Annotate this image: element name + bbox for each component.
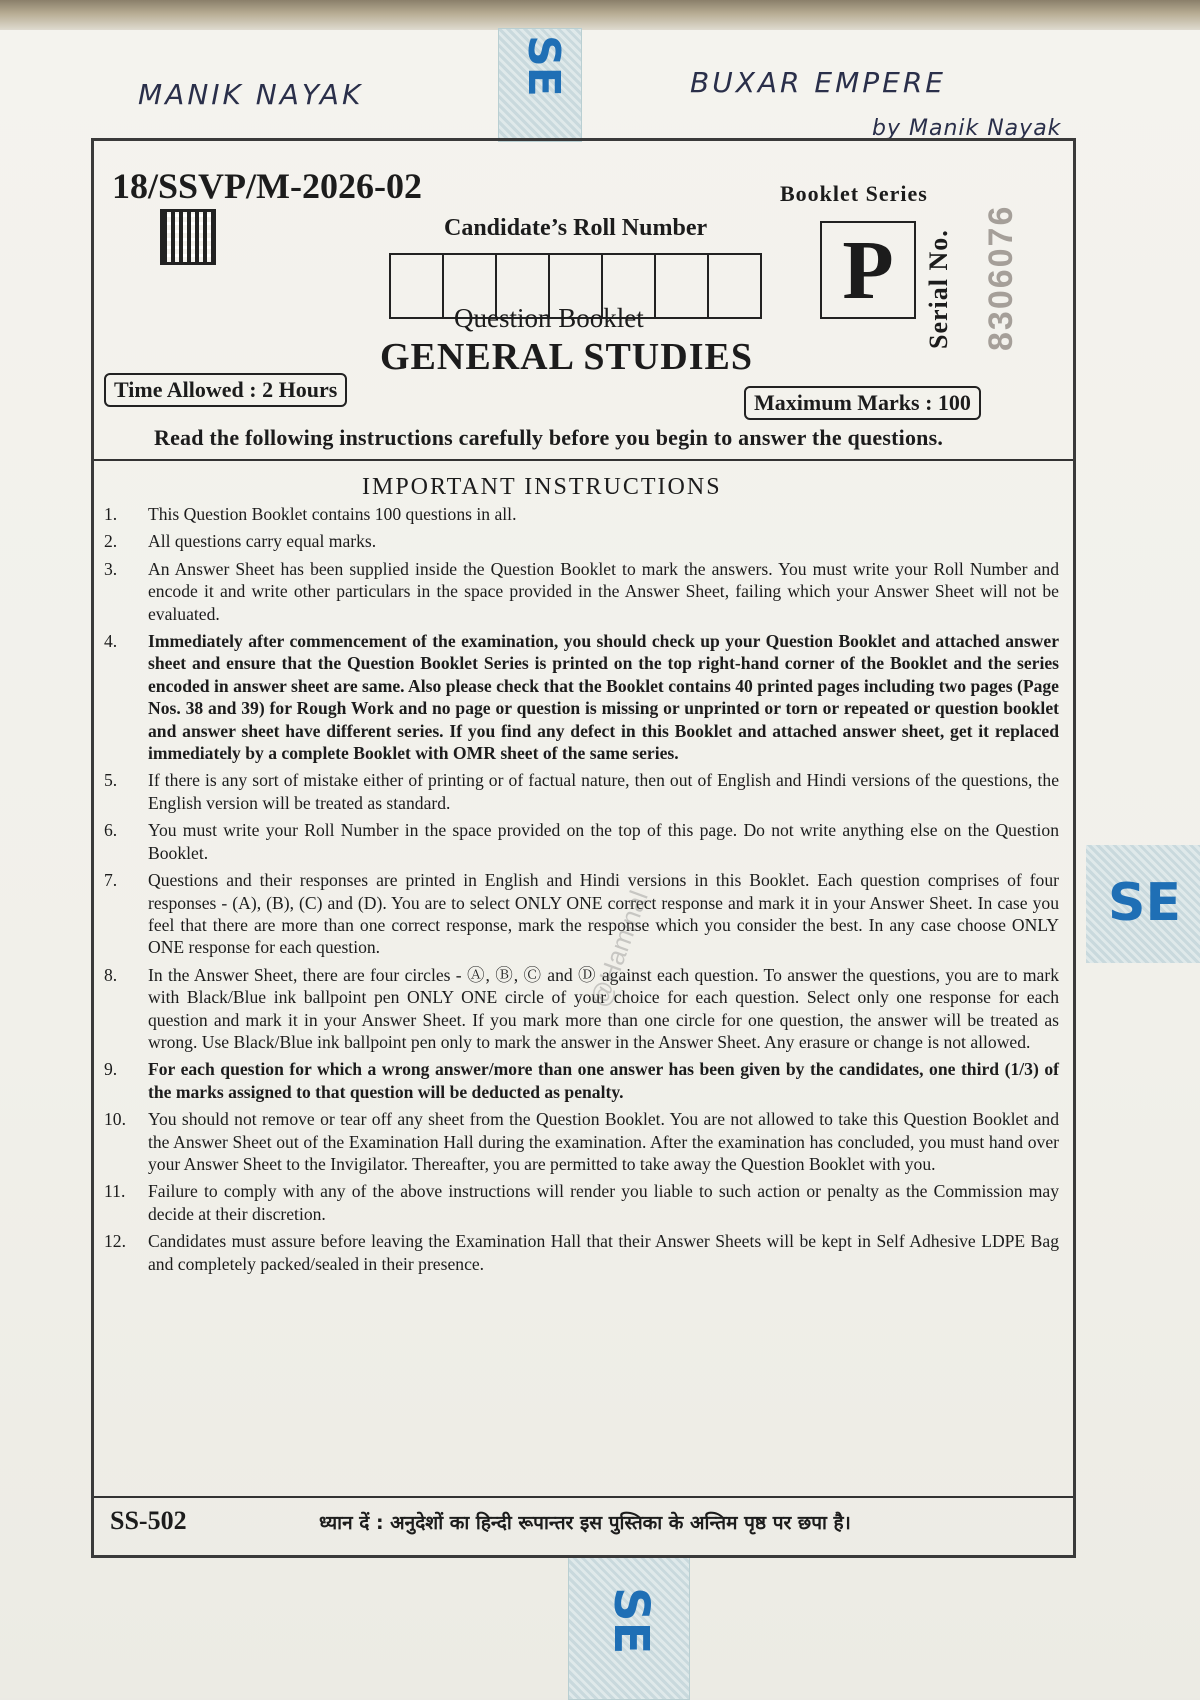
instruction-number: 2. — [104, 531, 118, 552]
serial-number: 8306076 — [982, 204, 1020, 351]
instruction-text: Questions and their responses are printed in English and Hindi versions in this Booklet. Each question comprises of four responses - (A), (B), (C) and (D). You are to select ONLY ONE correct response and mark it in your Answer Sheet. In case you feel that there are more than one correct response, mark the response which you consider the best. In any case choose ONLY ONE response for each question. — [148, 870, 1059, 958]
instruction-item — [104, 503, 1059, 525]
instruction-item — [104, 530, 1059, 552]
instruction-number: 4. — [104, 631, 118, 652]
instruction-number: 7. — [104, 870, 118, 891]
instruction-item — [104, 1058, 1059, 1103]
seal-sticker-side — [1086, 845, 1200, 963]
serial-number-label: Serial No. — [924, 229, 953, 349]
instruction-text: This Question Booklet contains 100 questions in all. — [148, 504, 517, 524]
instruction-text: An Answer Sheet has been supplied inside the Question Booklet to mark the answers. You must write your Roll Number and encode it and write other particulars in the space provided in the Answer Sheet, failing which your Answer Sheet will not be evaluated. — [148, 558, 1059, 624]
maximum-marks-badge: Maximum Marks : 100 — [744, 386, 981, 420]
instruction-text: If there is any sort of mistake either of printing or of factual nature, then out of English and Hindi versions of the questions, the English version will be treated as standard. — [148, 770, 1059, 813]
instruction-number: 5. — [104, 770, 118, 791]
booklet-code: 18/SSVP/M-2026-02 — [112, 166, 422, 206]
instruction-text: All questions carry equal marks. — [148, 531, 377, 552]
instruction-item — [104, 1108, 1059, 1175]
booklet-series-box: P — [820, 221, 916, 319]
question-booklet-label: Question Booklet — [454, 303, 644, 333]
booklet-cover-frame — [91, 138, 1076, 1558]
instruction-number: 1. — [104, 504, 118, 524]
instruction-item — [104, 1230, 1059, 1275]
instruction-text: You should not remove or tear off any sheet from the Question Booklet. You are not allowed to take this Question Booklet and the Answer Sheet out of the Examination Hall during the examination. After the examination has concluded, you must hand over your Answer Sheet to the Invigilator. Thereafter, you are permitted to take away the Question Booklet with you. — [148, 1109, 1059, 1174]
handwritten-title: BUXAR EMPERE — [690, 66, 946, 99]
seal-sticker-bottom — [568, 1556, 690, 1700]
subject-title: GENERAL STUDIES — [380, 336, 753, 378]
instruction-text: Immediately after commencement of the examination, you should check up your Question Booklet and attached answer sheet and ensure that the Question Booklet Series is printed on the top right-hand corner of the Booklet and the series encoded in answer sheet are same. Also please check that the Booklet contains 40 printed pages including two pages (Page Nos. 38 and 39) for Rough Work and no page or question is missing or unprinted or torn or repeated or question booklet and answer sheet have different series. If you find any defect in this Booklet and attached answer sheet, get it replaced immediately by a complete Booklet with OMR sheet of the same series. — [148, 631, 1059, 764]
seal-label: SE — [603, 1587, 659, 1655]
instruction-number: 12. — [104, 1231, 126, 1252]
divider — [94, 1496, 1073, 1498]
instruction-item — [104, 630, 1059, 764]
instruction-number: 8. — [104, 964, 118, 985]
footer-code: SS-502 — [110, 1506, 187, 1535]
instruction-item — [104, 769, 1059, 814]
instruction-item — [104, 819, 1059, 864]
booklet-series-label: Booklet Series — [780, 181, 928, 206]
instruction-text: Candidates must assure before leaving the Examination Hall that their Answer Sheets will be kept in Self Adhesive LDPE Bag and completely packed/sealed in their presence. — [148, 1231, 1059, 1274]
instruction-number: 11. — [104, 1181, 126, 1202]
watermark: @Haminal — [584, 886, 654, 1012]
roll-digit-box[interactable] — [709, 255, 760, 317]
seal-label: SE — [518, 35, 569, 97]
handwritten-name: MANIK NAYAK — [138, 78, 364, 111]
hindi-note: ध्यान दें : अनुदेशों का हिन्दी रूपान्तर इस पुस्तिका के अन्तिम पृष्ठ पर छपा है। — [319, 1512, 851, 1534]
seal-label: SE — [1108, 873, 1181, 933]
instruction-text: Failure to comply with any of the above instructions will render you liable to such action or penalty as the Commission may decide at their discretion. — [148, 1181, 1059, 1224]
roll-digit-box[interactable] — [391, 255, 444, 317]
read-instructions-note: Read the following instructions carefully before you begin to answer the questions. — [154, 425, 944, 450]
instruction-text: You must write your Roll Number in the space provided on the top of this page. Do not write anything else on the Question Booklet. — [148, 820, 1059, 863]
handwritten-byline: by Manik Nayak — [872, 116, 1062, 141]
roll-digit-box[interactable] — [656, 255, 709, 317]
roll-number-label: Candidate’s Roll Number — [444, 215, 708, 241]
instruction-number: 3. — [104, 558, 118, 579]
qr-code-icon — [160, 209, 216, 265]
instruction-item — [104, 869, 1059, 959]
seal-sticker-top — [498, 28, 582, 142]
instruction-item — [104, 964, 1059, 1054]
instruction-item — [104, 1180, 1059, 1225]
instruction-number: 9. — [104, 1059, 118, 1080]
time-allowed-badge: Time Allowed : 2 Hours — [104, 373, 347, 407]
paper-top-edge — [0, 0, 1200, 34]
instructions-heading: IMPORTANT INSTRUCTIONS — [362, 474, 722, 500]
instruction-text: For each question for which a wrong answer/more than one answer has been given by the candidates, one third (1/3) of the marks assigned to that question will be deducted as penalty. — [148, 1059, 1059, 1102]
instruction-text: In the Answer Sheet, there are four circles - Ⓐ, Ⓑ, Ⓒ and Ⓓ against each question. To answer the questions, you are to mark with Black/Blue ink ballpoint pen ONLY ONE circle of your choice for each question. Select only one response for each question and mark it in your Answer Sheet. If you mark more than one circle for one question, the answer will be treated as wrong. Use Black/Blue ink ballpoint pen only to mark the answer in the Answer Sheet. Any erasure or change is not allowed. — [148, 964, 1059, 1052]
instruction-number: 6. — [104, 820, 118, 841]
instruction-item — [104, 558, 1059, 625]
instructions-list — [104, 503, 1059, 1280]
instruction-number: 10. — [104, 1109, 126, 1130]
divider — [94, 459, 1073, 461]
